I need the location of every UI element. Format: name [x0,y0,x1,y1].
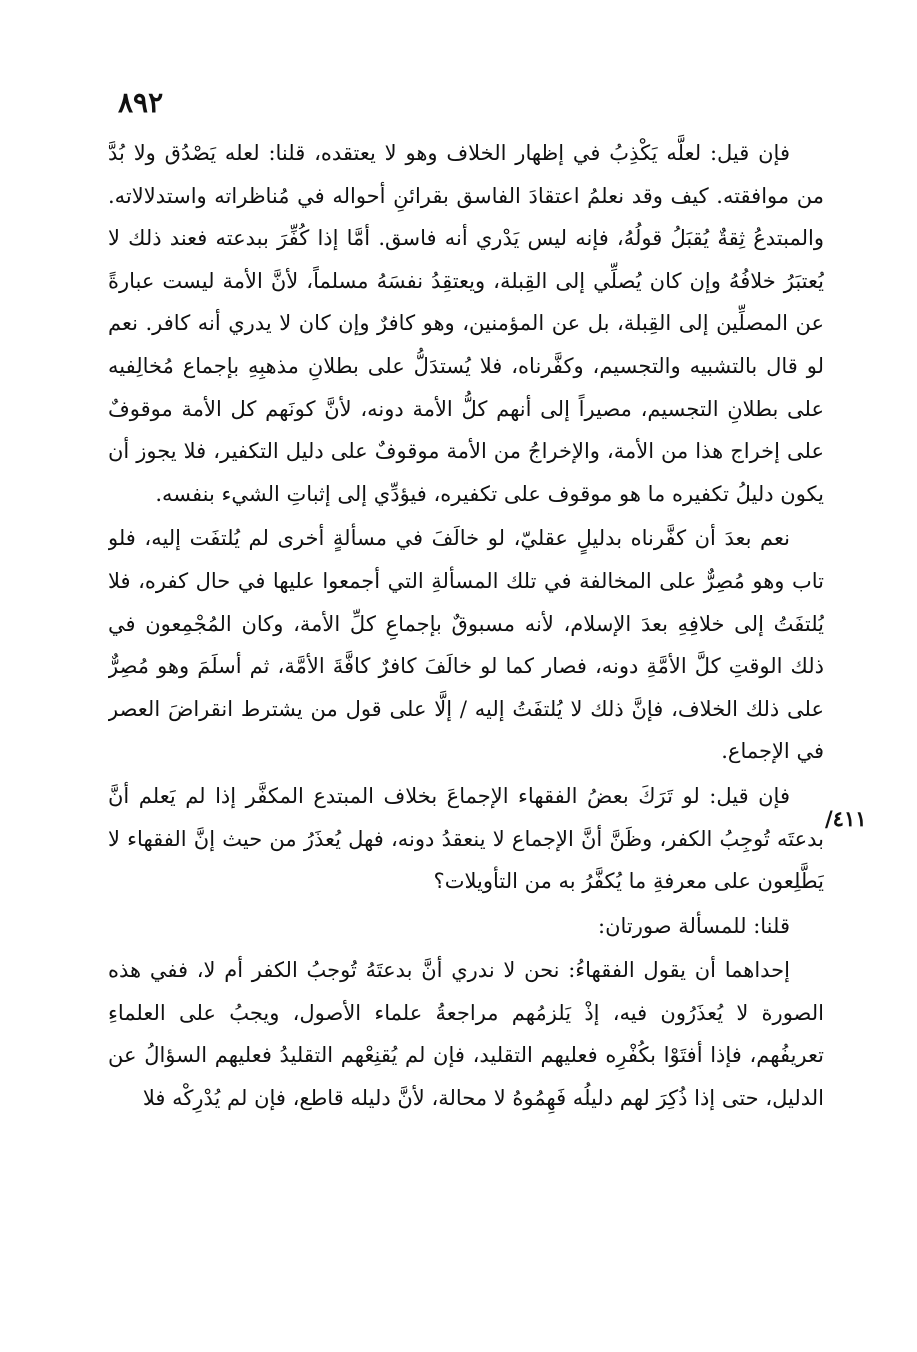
body-text [108,132,824,1344]
paragraph-2: نعم بعدَ أن كفَّرناه بدليلٍ عقليّ، لو خالَفَ في مسألةٍ أخرى لم يُلتفَت إليه، فلو تاب وهو مُصِرٌّ على المخالفة في تلك المسألةِ التي أجمعوا عليها في حال كفره، فلا يُلتفَتُ إلى خلافِهِ بعدَ الإسلام، لأنه مسبوقٌ بإجماعِ كلِّ الأمة، وكان المُجْمِعون في ذلك الوقتِ كلَّ الأمَّةِ دونه، فصار كما لو خالَفَ كافرٌ كافَّةَ الأمَّة، ثم أسلَمَ وهو مُصِرٌّ على ذلك الخلاف، فإنَّ ذلك لا يُلتفَتُ إليه / إلَّا على قول من يشترط انقراضَ العصر في الإجماع. [108,526,824,764]
page-number: ٨٩٢ [118,86,164,119]
margin-page-reference: ٤١١/ [825,806,867,831]
paragraph-3: فإن قيل: لو تَرَكَ بعضُ الفقهاء الإجماعَ بخلاف المبتدع المكفَّر إذا لم يَعلم أنَّ بدعتَه تُوجِبُ الكفر، وظَنَّ أنَّ الإجماع لا ينعقدُ دونه، فهل يُعذَرُ من حيث إنَّ الفقهاء لا يَطَّلِعون على معرفةِ ما يُكفَّرُ به من التأويلات؟ [108,783,824,894]
paragraph-1: فإن قيل: لعلَّه يَكْذِبُ في إظهار الخلاف وهو لا يعتقده، قلنا: لعله يَصْدُق ولا بُدَّ من موافقته. كيف وقد نعلمُ اعتقادَ الفاسق بقرائنِ أحواله في مُناظراته واستدلالاته. والمبتدعُ ثِقةٌ يُقبَلُ قولُهُ، فإنه ليس يَدْري أنه فاسق. أمَّا إذا كُفِّرَ ببدعته فعند ذلك لا يُعتبَرُ خلافُهُ وإن كان يُصلِّي إلى القِبلة، ويعتقِدُ نفسَهُ مسلماً، لأنَّ الأمة ليست عبارةً عن المصلِّين إلى القِبلة، بل عن المؤمنين، وهو كافرٌ وإن كان لا يدري أنه كافر. نعم لو قال بالتشبيه والتجسيم، وكفَّرناه، فلا يُستدَلُّ على بطلانِ مذهبِهِ بإجماع مُخالِفيه على بطلانِ التجسيم، مصيراً إلى أنهم كلُّ الأمة دونه، لأنَّ كونَهم كل الأمة موقوفٌ على إخراج هذا من الأمة، والإخراجُ من الأمة موقوفٌ على دليل التكفير، فلا يجوز أن يكون دليلُ تكفيره ما هو موقوف على تكفيره، فيؤدِّي إلى إثباتِ الشيء بنفسه. [108,141,824,506]
paragraph-4: قلنا: للمسألة صورتان: [598,913,790,938]
paragraph-5: إحداهما أن يقول الفقهاءُ: نحن لا ندري أنَّ بدعتَهُ تُوجبُ الكفر أم لا، ففي هذه الصورة لا يُعذَرُون فيه، إذْ يَلزمُهم مراجعةُ علماء الأصول، ويجبُ على العلماءِ تعريفُهم، فإذا أفتَوْا بكُفْرِه فعليهم التقليد، فإن لم يُقنِعْهم التقليدُ فعليهم السؤالُ عن الدليل، حتى إذا ذُكِرَ لهم دليلُه فَهِمُوهُ لا محالة، لأنَّ دليله قاطع، فإن لم يُدْرِكْه فلا [108,958,824,1111]
